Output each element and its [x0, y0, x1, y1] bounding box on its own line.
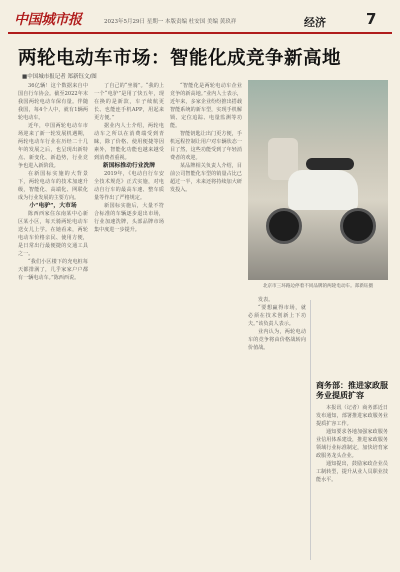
paragraph: 本报讯（记者）商务部近日发布通知，部署推进家政服务业提质扩容工作。	[316, 405, 388, 427]
newspaper-logo: 中国城市报	[14, 12, 82, 28]
paragraph: 36亿辆！这个数据来自中国自行车协会。截至2022年末我国两轮电动车保有量。伴随我国，每4个人中，就有1辆两轮电动车。	[18, 83, 88, 121]
section-label: 经济	[304, 16, 326, 29]
sidebar-body	[316, 404, 388, 562]
article-byline: ■中国城市报记者 郑新钰文/图	[22, 74, 97, 80]
scooter-rear-wheel	[340, 208, 376, 244]
paragraph: “智能化是两轮电动车企业竞争的新高地。”业内人士表示，近年来，多家企业纷纷推出搭载智能系统的新车型，实现手机解锁、定位追踪、电量监测等功能。	[170, 83, 242, 129]
paragraph: 新国标实施后，大量不符合标准的车辆逐步退出市场，行业加速洗牌，头部品牌市场集中度进一步提升。	[94, 203, 164, 233]
subheading: 小“电驴”，大市场	[29, 203, 77, 209]
paragraph: 业内认为，两轮电动车的竞争将由价格战转向价值战。	[248, 329, 306, 351]
paragraph: 某品牌相关负责人介绍，目前公司智能化车型的销量占比已超过一半，未来还将持续加大研发投入。	[170, 163, 242, 193]
article-column-1	[18, 82, 88, 562]
subheading: 新国标推动行业洗牌	[102, 163, 156, 169]
page-number: 7	[366, 10, 377, 28]
header-rule	[8, 32, 392, 34]
article-column-3	[170, 82, 242, 562]
paragraph: 通知要求各地加强家政服务业信用体系建设，推进家政服务领域行业标准制定，加快培育家政服务龙头企业。	[316, 429, 388, 459]
paragraph: 2019年，《电动自行车安全技术规范》正式实施，对电动自行车的最高车速、整车质量等作出了严格规定。	[94, 171, 164, 201]
paragraph: 在新国标实施的大背景下，两轮电动车的技术加速升级，智能化、高端化、网联化成为行业发展的主要方向。	[18, 171, 88, 201]
paragraph: 智能钥匙让出门更方便，手机远程控制让用户对车辆状态一目了然，这些功能受到了年轻消费者的欢迎。	[170, 131, 242, 161]
paragraph: 通知提出，鼓励家政企业员工制转型，提升从业人员职业技能水平。	[316, 461, 388, 483]
paragraph: 了自己的“坐骑”。“我的上一个“电驴”是用了快五年，现在换的是新款，车子续航更长、也能连手机APP，用起来更方便。”	[94, 83, 164, 121]
paragraph: “我们小区楼下的充电桩每天都排满了，几乎家家户户都有一辆电动车。”陈西西说。	[18, 259, 88, 281]
scooter-seat	[306, 158, 354, 170]
paragraph: 陈西西家住东南某中心新区某小区，每天骑两轮电动车送女儿上学。在她看来，两轮电动车价格亲民、使用方便，是日常出行最便捷的交通工具之一。	[18, 211, 88, 257]
scooter-body	[288, 170, 358, 210]
photo-caption: 北京市三环路边停着不同品牌的两轮电动车。郑新钰摄	[262, 284, 374, 289]
scooter-photo	[248, 80, 388, 280]
column-divider	[310, 300, 311, 560]
sidebar-title: 商务部：推进家政服务业提质扩容	[316, 380, 388, 400]
paragraph: 据业内人士介绍，两轮电动车之所以在消费端受到青睐，除了价格、使用便捷等因素外，智能化功能也越来越受到消费者重视。	[94, 123, 164, 161]
article-column-4	[248, 296, 306, 562]
paragraph: 近年，中国两轮电动车市场迎来了新一轮发展机遇期，两轮电动车行业在历经二十几年的发展之后，也呈现出新特点、新变化、新趋势，行业竞争也进入新阶段。	[18, 123, 88, 169]
edition-info: 2023年5月29日 星期一 本版责编 杜安国 美编 黄玖祥	[104, 19, 237, 25]
masthead	[8, 6, 392, 32]
article-column-2	[94, 82, 164, 562]
paragraph: 发表。	[258, 297, 274, 303]
article-headline: 两轮电动车市场：智能化成竞争新高地	[18, 48, 342, 69]
scooter-front-wheel	[266, 208, 302, 244]
paragraph: “要想赢得市场，就必须在技术创新上下功夫。”该负责人表示。	[248, 305, 306, 327]
